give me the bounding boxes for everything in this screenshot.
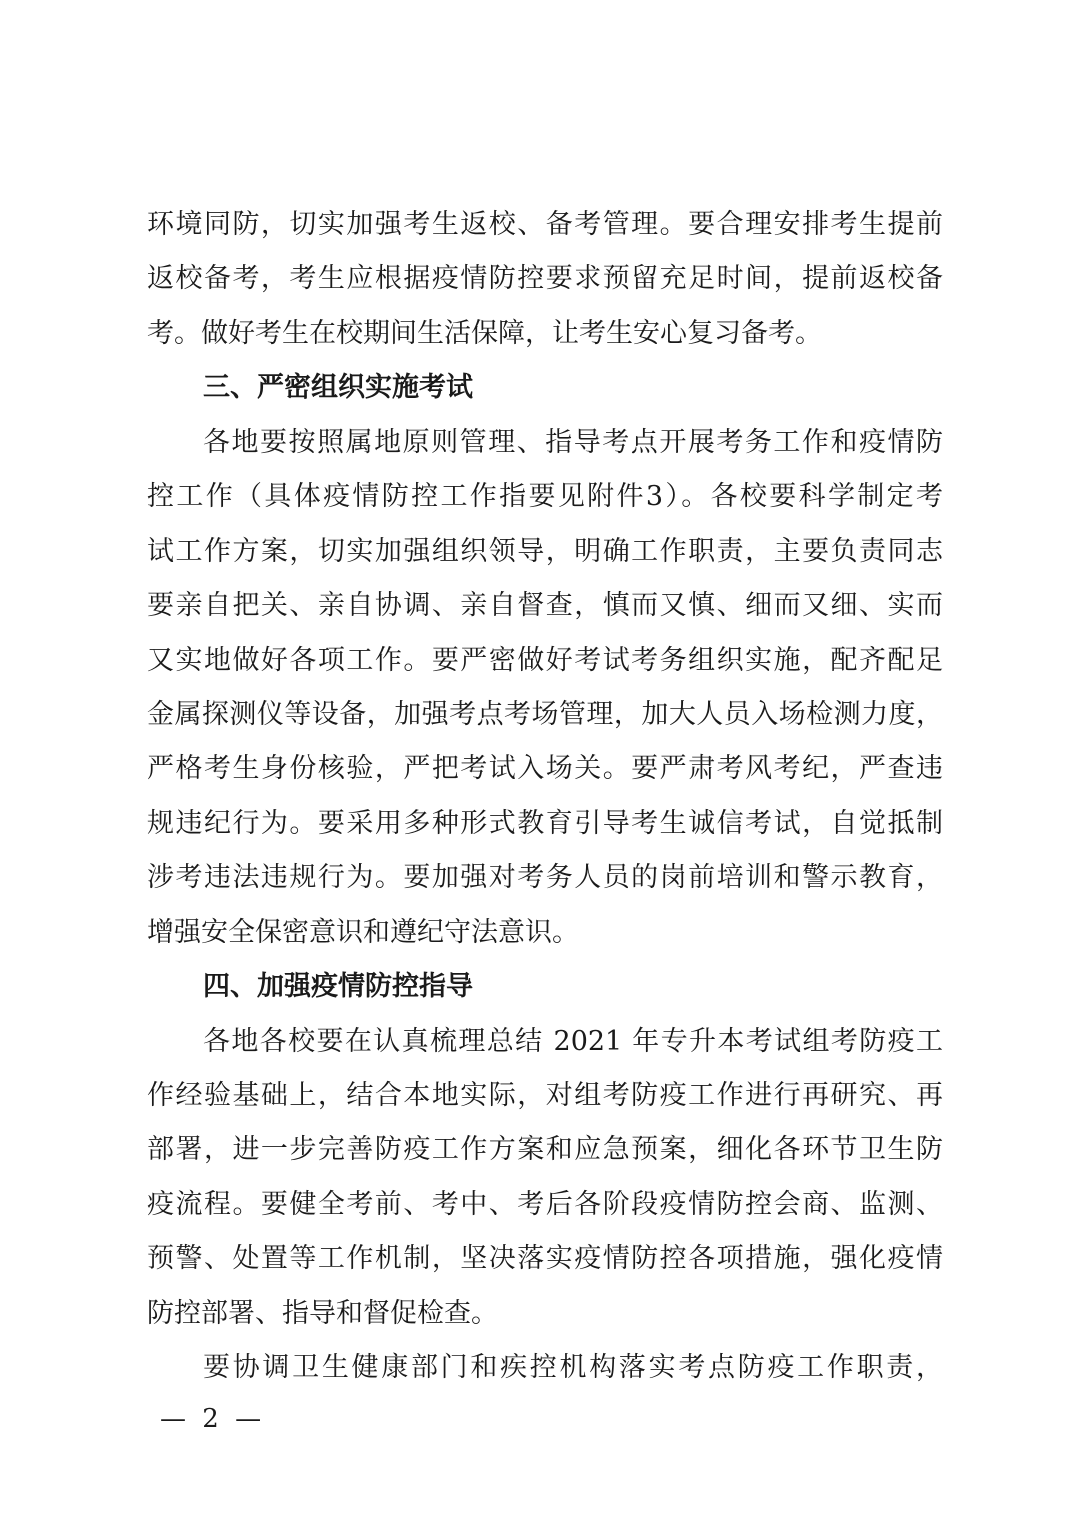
paragraph-line: 部署，进一步完善防疫工作方案和应急预案，细化各环节卫生防 (147, 1134, 943, 1166)
section-heading: 四、加强疫情防控指导 (203, 971, 473, 1003)
paragraph-line: 各地要按照属地原则管理、指导考点开展考务工作和疫情防 (203, 426, 943, 458)
paragraph-line: 疫流程。要健全考前、考中、考后各阶段疫情防控会商、监测、 (147, 1188, 943, 1220)
paragraph-line: 作经验基础上，结合本地实际，对组考防疫工作进行再研究、再 (147, 1080, 943, 1111)
paragraph-line: 防控部署、指导和督促检查。 (147, 1297, 498, 1329)
paragraph-line: 严格考生身份核验，严把考试入场关。要严肃考风考纪，严查违 (147, 753, 943, 785)
paragraph-line: 增强安全保密意识和遵纪守法意识。 (147, 916, 579, 948)
paragraph-line: 涉考违法违规行为。要加强对考务人员的岗前培训和警示教育， (147, 862, 943, 894)
paragraph-line: 考。做好考生在校期间生活保障，让考生安心复习备考。 (147, 317, 822, 349)
paragraph-line: 金属探测仪等设备，加强考点考场管理，加大人员入场检测力度， (147, 698, 943, 730)
section-heading: 三、严密组织实施考试 (203, 372, 473, 404)
paragraph-line: 返校备考，考生应根据疫情防控要求预留充足时间，提前返校备 (147, 263, 943, 295)
paragraph-line: 要协调卫生健康部门和疾控机构落实考点防疫工作职责， (203, 1352, 943, 1384)
paragraph-line: 环境同防，切实加强考生返校、备考管理。要合理安排考生提前 (147, 209, 943, 240)
document-body (147, 198, 943, 1396)
page-number: — 2 — (160, 1404, 266, 1434)
paragraph-line: 控工作（具体疫情防控工作指要见附件3）。各校要科学制定考 (147, 481, 943, 513)
paragraph-line: 各地各校要在认真梳理总结 2021 年专升本考试组考防疫工 (203, 1025, 943, 1057)
paragraph-line: 规违纪行为。要采用多种形式教育引导考生诚信考试，自觉抵制 (147, 807, 943, 839)
paragraph-line: 要亲自把关、亲自协调、亲自督查，慎而又慎、细而又细、实而 (147, 590, 943, 622)
paragraph-line: 又实地做好各项工作。要严密做好考试考务组织实施，配齐配足 (147, 644, 943, 676)
paragraph-line: 试工作方案，切实加强组织领导，明确工作职责，主要负责同志 (147, 535, 943, 567)
paragraph-line: 预警、处置等工作机制，坚决落实疫情防控各项措施，强化疫情 (147, 1243, 943, 1275)
